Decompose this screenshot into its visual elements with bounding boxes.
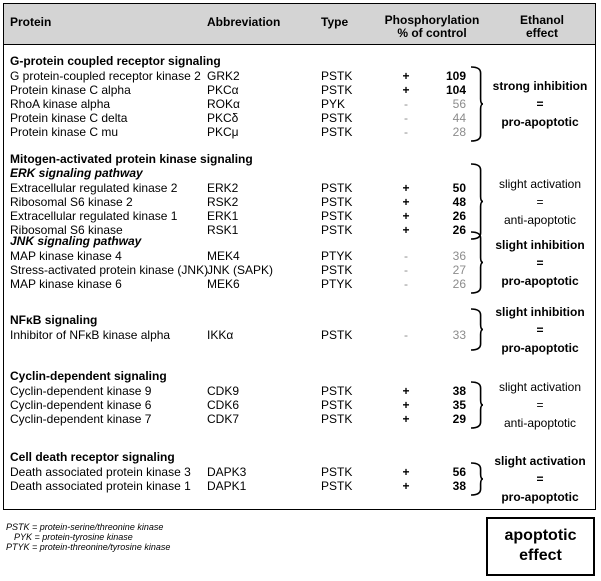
- protein-name: Death associated protein kinase 1: [10, 479, 191, 493]
- ethanol-effect: [480, 378, 600, 432]
- header-abbreviation: Abbreviation: [207, 15, 281, 29]
- protein-name: Death associated protein kinase 3: [10, 465, 191, 479]
- protein-abbreviation: CDK7: [207, 412, 240, 426]
- header-phospho-line1: Phosphorylation: [384, 13, 480, 27]
- kinase-type: PSTK: [321, 479, 353, 493]
- ethanol-effect-line1: slight inhibition: [495, 237, 585, 252]
- phospho-value: 56: [452, 97, 466, 111]
- protein-abbreviation: PKCμ: [207, 125, 239, 139]
- kinase-type: PSTK: [321, 465, 353, 479]
- phospho-value: 56: [452, 465, 466, 479]
- protein-abbreviation: CDK6: [207, 398, 240, 412]
- phospho-sign: +: [402, 412, 410, 426]
- section-title: Cell death receptor signaling: [10, 450, 175, 464]
- protein-name: Ribosomal S6 kinase: [10, 223, 123, 237]
- header-ethanol-line2: effect: [525, 26, 558, 40]
- phospho-value: 38: [452, 384, 466, 398]
- apoptotic-box-line1: apoptotic: [504, 527, 577, 544]
- apoptotic-box-line2: effect: [519, 547, 562, 564]
- kinase-type: PSTK: [321, 181, 353, 195]
- section-title: Cyclin-dependent signaling: [10, 369, 167, 383]
- protein-name: Protein kinase C delta: [10, 111, 128, 125]
- protein-abbreviation: ROKα: [207, 97, 240, 111]
- protein-name: Protein kinase C alpha: [10, 83, 131, 97]
- phospho-sign: +: [402, 181, 410, 195]
- protein-name: Ribosomal S6 kinase 2: [10, 195, 133, 209]
- protein-abbreviation: ERK2: [207, 181, 239, 195]
- kinase-type: PSTK: [321, 398, 353, 412]
- phospho-sign: -: [404, 111, 408, 125]
- protein-abbreviation: DAPK3: [207, 465, 247, 479]
- protein-abbreviation: RSK2: [207, 195, 239, 209]
- kinase-type: PSTK: [321, 384, 353, 398]
- ethanol-effect: [480, 77, 600, 131]
- phospho-value: 48: [452, 195, 466, 209]
- protein-abbreviation: PKCα: [207, 83, 239, 97]
- ethanol-effect: [480, 236, 600, 290]
- kinase-type: PTYK: [321, 249, 353, 263]
- header-type: Type: [321, 15, 349, 29]
- legend-pstk: PSTK = protein-serine/threonine kinase: [6, 522, 164, 532]
- kinase-type: PSTK: [321, 209, 353, 223]
- protein-abbreviation: JNK (SAPK): [207, 263, 274, 277]
- header-phosphorylation: [378, 14, 486, 40]
- ethanol-effect-line2: =: [536, 472, 544, 486]
- kinase-type: PSTK: [321, 83, 353, 97]
- ethanol-effect-line1: slight inhibition: [495, 304, 585, 319]
- kinase-type: PSTK: [321, 328, 353, 342]
- phospho-value: 26: [452, 209, 466, 223]
- protein-name: Protein kinase C mu: [10, 125, 119, 139]
- ethanol-effect-line2: =: [536, 194, 544, 209]
- protein-name: Cyclin-dependent kinase 6: [10, 398, 152, 412]
- ethanol-effect-line2: =: [536, 322, 544, 337]
- kinase-type: PSTK: [321, 223, 353, 237]
- apoptotic-effect-box: [486, 517, 595, 576]
- phospho-sign: +: [402, 83, 410, 97]
- kinase-type: PSTK: [321, 195, 353, 209]
- header-protein: Protein: [10, 15, 52, 29]
- ethanol-effect-line3: pro-apoptotic: [501, 273, 579, 288]
- ethanol-effect-line1: slight activation: [498, 176, 582, 191]
- phospho-sign: -: [404, 97, 408, 111]
- ethanol-effect: [480, 175, 600, 229]
- ethanol-effect: [480, 303, 600, 357]
- ethanol-effect-line1: strong inhibition: [492, 79, 588, 93]
- header-ethanol-effect: [500, 14, 584, 40]
- phospho-sign: +: [402, 69, 410, 83]
- ethanol-effect-line2: =: [536, 97, 544, 111]
- protein-name: Cyclin-dependent kinase 7: [10, 412, 152, 426]
- protein-abbreviation: PKCδ: [207, 111, 239, 125]
- protein-name: MAP kinase kinase 6: [10, 277, 122, 291]
- kinase-type: PSTK: [321, 111, 353, 125]
- phospho-sign: +: [402, 223, 410, 237]
- section-title: NFκB signaling: [10, 313, 98, 327]
- phospho-value: 104: [445, 83, 466, 97]
- phospho-value: 35: [452, 398, 466, 412]
- kinase-type: PSTK: [321, 412, 353, 426]
- phospho-value: 36: [452, 249, 466, 263]
- ethanol-effect-line2: =: [536, 255, 544, 270]
- header-phospho-line2: % of control: [397, 26, 467, 40]
- phospho-sign: -: [404, 328, 408, 342]
- phospho-sign: +: [402, 384, 410, 398]
- phospho-value: 26: [452, 223, 466, 237]
- protein-name: Inhibitor of NFκB kinase alpha: [10, 328, 171, 342]
- phospho-sign: +: [402, 398, 410, 412]
- protein-name: Extracellular regulated kinase 2: [10, 181, 178, 195]
- protein-name: Cyclin-dependent kinase 9: [10, 384, 152, 398]
- legend-pyk: PYK = protein-tyrosine kinase: [14, 532, 133, 542]
- phospho-value: 29: [452, 412, 466, 426]
- protein-abbreviation: MEK4: [207, 249, 240, 263]
- kinase-type: PYK: [321, 97, 346, 111]
- phospho-value: 38: [452, 479, 466, 493]
- phospho-value: 109: [445, 69, 466, 83]
- protein-name: MAP kinase kinase 4: [10, 249, 122, 263]
- phospho-value: 27: [452, 263, 466, 277]
- phospho-sign: -: [404, 125, 408, 139]
- protein-abbreviation: ERK1: [207, 209, 239, 223]
- protein-abbreviation: CDK9: [207, 384, 240, 398]
- protein-name: G protein-coupled receptor kinase 2: [10, 69, 201, 83]
- subsection-title: JNK signaling pathway: [10, 234, 142, 248]
- ethanol-effect-line3: anti-apoptotic: [503, 416, 577, 430]
- protein-abbreviation: IKKα: [207, 328, 234, 342]
- kinase-type: PTYK: [321, 277, 353, 291]
- phospho-sign: -: [404, 249, 408, 263]
- ethanol-effect-line3: pro-apoptotic: [501, 340, 579, 355]
- ethanol-effect-line3: pro-apoptotic: [501, 115, 579, 129]
- phospho-sign: -: [404, 263, 408, 277]
- protein-name: Stress-activated protein kinase (JNK): [10, 263, 209, 277]
- ethanol-effect-line3: anti-apoptotic: [503, 212, 577, 227]
- legend-ptyk: PTYK = protein-threonine/tyrosine kinase: [6, 542, 171, 552]
- phospho-sign: +: [402, 209, 410, 223]
- phospho-sign: -: [404, 277, 408, 291]
- protein-abbreviation: DAPK1: [207, 479, 247, 493]
- protein-abbreviation: GRK2: [207, 69, 240, 83]
- section-title: Mitogen-activated protein kinase signaling: [10, 152, 253, 166]
- phospho-value: 28: [452, 125, 466, 139]
- phospho-sign: +: [402, 479, 410, 493]
- header-ethanol-line1: Ethanol: [520, 13, 564, 27]
- phospho-value: 26: [452, 277, 466, 291]
- protein-name: RhoA kinase alpha: [10, 97, 111, 111]
- phospho-value: 44: [452, 111, 466, 125]
- phospho-sign: +: [402, 195, 410, 209]
- protein-abbreviation: MEK6: [207, 277, 240, 291]
- protein-name: Extracellular regulated kinase 1: [10, 209, 178, 223]
- section-title: G-protein coupled receptor signaling: [10, 54, 221, 68]
- legend: [6, 522, 170, 552]
- phospho-value: 50: [452, 181, 466, 195]
- ethanol-effect-line1: slight activation: [498, 380, 582, 394]
- kinase-type: PSTK: [321, 69, 353, 83]
- phospho-value: 33: [452, 328, 466, 342]
- ethanol-effect-line3: pro-apoptotic: [501, 490, 579, 504]
- phospho-sign: +: [402, 465, 410, 479]
- ethanol-effect: [480, 452, 600, 506]
- kinase-type: PSTK: [321, 263, 353, 277]
- subsection-title: ERK signaling pathway: [10, 166, 143, 180]
- protein-abbreviation: RSK1: [207, 223, 239, 237]
- ethanol-effect-line2: =: [536, 398, 544, 412]
- ethanol-effect-line1: slight activation: [494, 454, 586, 468]
- kinase-type: PSTK: [321, 125, 353, 139]
